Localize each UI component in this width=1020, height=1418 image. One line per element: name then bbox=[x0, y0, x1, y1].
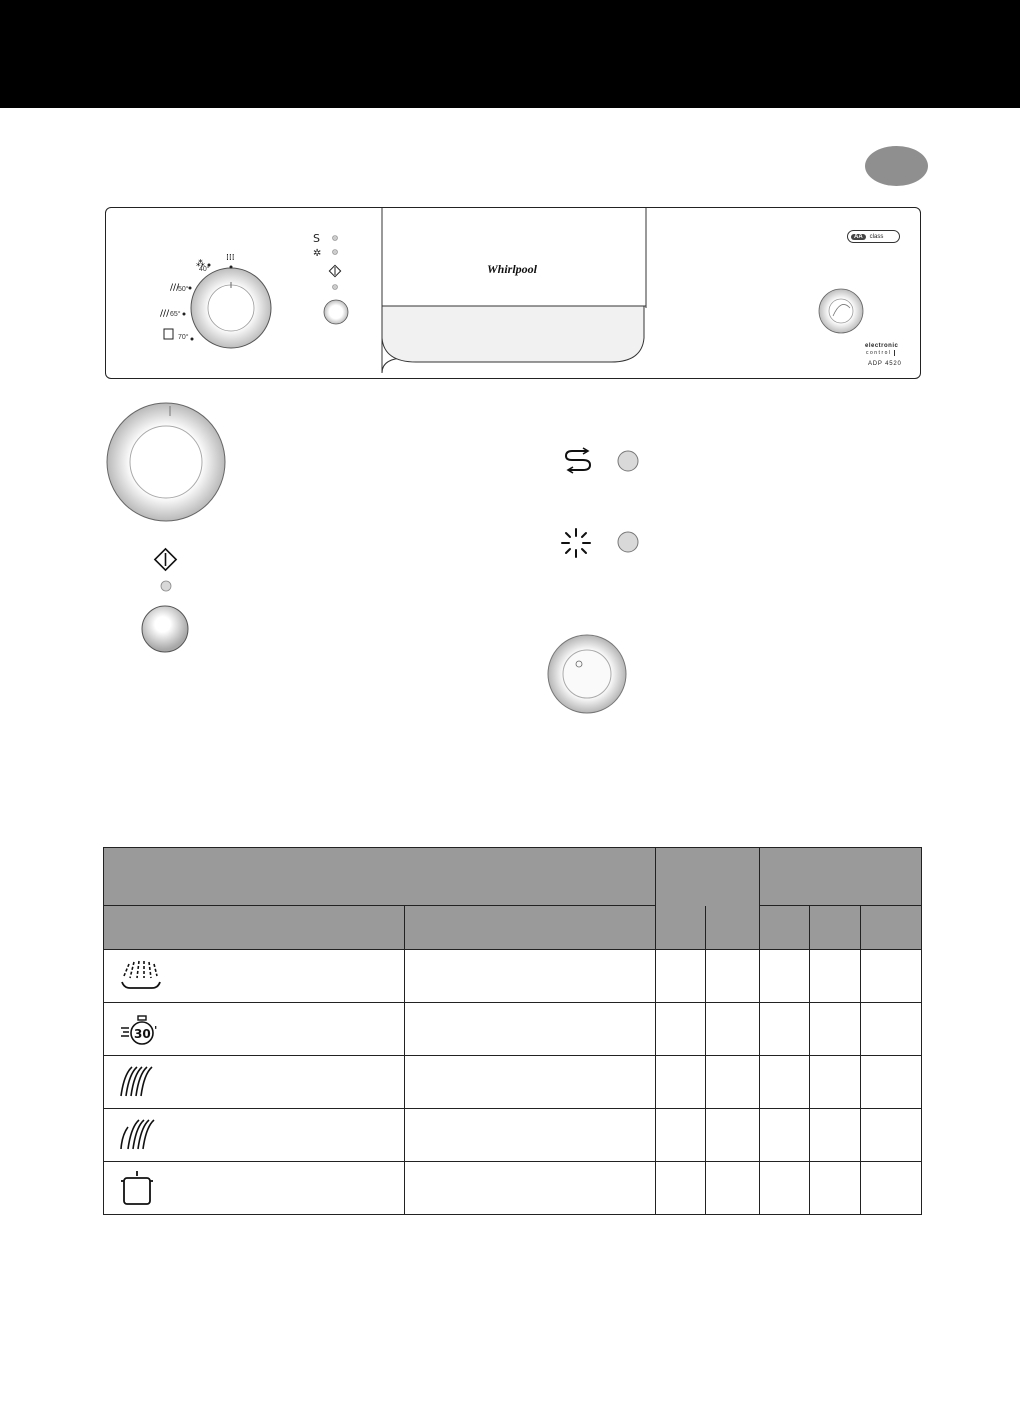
energy-class-badge bbox=[847, 230, 900, 243]
table-header-a1 bbox=[656, 906, 706, 950]
table-header-b1 bbox=[760, 906, 810, 950]
table-row bbox=[104, 1003, 922, 1056]
salt-indicator-led bbox=[615, 448, 641, 474]
rinse-aid-icon bbox=[559, 526, 593, 560]
temp-label-50: 50° bbox=[178, 286, 189, 293]
table-header-program bbox=[104, 848, 656, 906]
energy-class-rating: AA bbox=[851, 234, 866, 240]
program-selector-knob[interactable] bbox=[104, 400, 228, 524]
table-cell-icon bbox=[104, 1109, 405, 1162]
table-header-group-b bbox=[760, 848, 922, 906]
table-row bbox=[104, 1162, 922, 1215]
start-icon bbox=[153, 547, 179, 573]
table-row bbox=[104, 1056, 922, 1109]
temp-label-70: 70° bbox=[178, 334, 189, 341]
table-header-cycle bbox=[104, 906, 405, 950]
prewash-icon bbox=[118, 958, 162, 994]
svg-text:✲: ✲ bbox=[313, 248, 322, 259]
table-header-description bbox=[405, 906, 656, 950]
model-number: ADP 4520 bbox=[868, 361, 902, 367]
control-panel bbox=[105, 207, 921, 379]
table-cell-icon bbox=[104, 950, 405, 1003]
table-header-b2 bbox=[810, 906, 861, 950]
svg-text:S: S bbox=[313, 232, 320, 245]
header-bar bbox=[0, 0, 1020, 108]
start-button[interactable] bbox=[140, 604, 190, 654]
svg-text:⁂: ⁂ bbox=[196, 259, 205, 269]
table-row bbox=[104, 1109, 922, 1162]
temp-label-65: 65° bbox=[170, 311, 181, 318]
table-row bbox=[104, 950, 922, 1003]
svg-text:30: 30 bbox=[134, 1027, 151, 1041]
table-header-b3 bbox=[861, 906, 922, 950]
electronic-label: electronic bbox=[865, 343, 899, 349]
eco-dishes-icon bbox=[118, 1064, 162, 1100]
svg-text:///: /// bbox=[160, 309, 170, 319]
svg-text:': ' bbox=[154, 1024, 158, 1037]
energy-class-label: class bbox=[869, 233, 884, 240]
program-table bbox=[103, 847, 922, 1215]
language-tab bbox=[865, 146, 928, 186]
table-cell-icon bbox=[104, 1162, 405, 1215]
pots-icon bbox=[118, 1168, 162, 1208]
start-led bbox=[159, 579, 173, 593]
salt-refill-icon bbox=[563, 446, 595, 476]
normal-dishes-icon bbox=[118, 1117, 162, 1153]
table-header-a2 bbox=[706, 906, 760, 950]
table-cell-icon bbox=[104, 1056, 405, 1109]
quick-30-icon bbox=[118, 1011, 162, 1047]
table-header-group-a bbox=[656, 848, 760, 906]
rinse-aid-indicator-led bbox=[615, 529, 641, 555]
temp-label-40: 40° bbox=[199, 266, 210, 273]
svg-text:///: /// bbox=[170, 283, 180, 293]
brand-logo: Whirlpool bbox=[487, 262, 538, 276]
on-off-knob[interactable] bbox=[545, 634, 631, 714]
svg-text:⁞⁞⁞: ⁞⁞⁞ bbox=[226, 253, 235, 263]
panel-drawing bbox=[106, 208, 920, 378]
table-cell-icon bbox=[104, 1003, 405, 1056]
control-label: control bbox=[866, 350, 895, 356]
